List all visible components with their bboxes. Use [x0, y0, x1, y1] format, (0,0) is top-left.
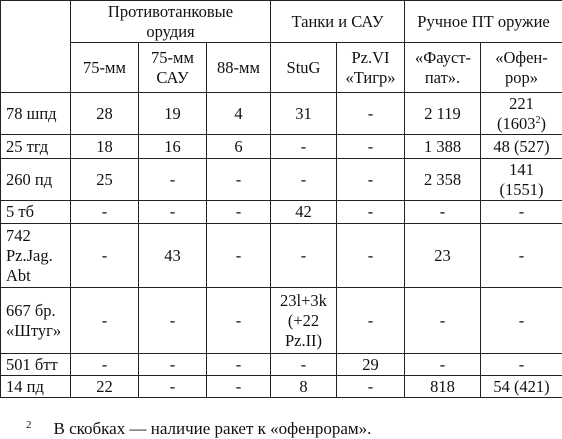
table-cell: 31	[271, 93, 337, 135]
table-cell: 54 (421)	[481, 376, 562, 398]
table-cell: 19	[139, 93, 207, 135]
cell-value: 221 (1603	[497, 94, 536, 133]
table-cell: -	[337, 159, 405, 201]
table-cell: -	[337, 376, 405, 398]
table-cell: -	[337, 201, 405, 224]
table-row	[1, 135, 562, 159]
table-cell: -	[139, 354, 207, 376]
table-cell: -	[481, 201, 562, 224]
table-cell: -	[271, 135, 337, 159]
table-cell: -	[71, 224, 139, 288]
table-cell: -	[139, 159, 207, 201]
corner-cell	[1, 1, 71, 93]
cell-value-suffix: )	[541, 114, 547, 133]
table-cell: 48 (527)	[481, 135, 562, 159]
footnote	[26, 415, 371, 439]
column-header: «Офен-рор»	[481, 43, 562, 93]
table-cell: -	[337, 93, 405, 135]
table-cell: -	[481, 288, 562, 354]
table-cell: 18	[71, 135, 139, 159]
table-cell: 1 388	[405, 135, 481, 159]
table-cell: -	[405, 201, 481, 224]
table-cell: 23l+3k (+22 Pz.II)	[271, 288, 337, 354]
table-row	[1, 93, 562, 135]
table-cell: -	[71, 288, 139, 354]
table-cell: -	[207, 159, 271, 201]
table-cell: 818	[405, 376, 481, 398]
table-cell: -	[271, 224, 337, 288]
table-cell: -	[71, 201, 139, 224]
group-header-handheld: Ручное ПТ оружие	[405, 1, 562, 43]
table-cell: 29	[337, 354, 405, 376]
table-cell: -	[271, 354, 337, 376]
column-header: 75-мм	[71, 43, 139, 93]
table-cell: -	[71, 354, 139, 376]
table-cell: -	[271, 159, 337, 201]
table-cell: -	[139, 201, 207, 224]
table-row	[1, 354, 562, 376]
column-header: Pz.VI «Тигр»	[337, 43, 405, 93]
table-cell: -	[481, 354, 562, 376]
table-cell: 23	[405, 224, 481, 288]
table-cell: 22	[71, 376, 139, 398]
table-row	[1, 201, 562, 224]
footnote-ref: 2	[536, 115, 541, 126]
table-row	[1, 376, 562, 398]
table-cell	[481, 93, 562, 135]
table-cell: 16	[139, 135, 207, 159]
row-label: 742 Pz.Jag. Abt	[1, 224, 71, 288]
table-cell: 43	[139, 224, 207, 288]
table-row	[1, 288, 562, 354]
table-row	[1, 159, 562, 201]
group-header-tanks: Танки и САУ	[271, 1, 405, 43]
table-cell: -	[481, 224, 562, 288]
table-cell: -	[207, 376, 271, 398]
row-label: 667 бр. «Штуг»	[1, 288, 71, 354]
table-cell: 4	[207, 93, 271, 135]
table-cell: -	[337, 135, 405, 159]
row-label: 14 пд	[1, 376, 71, 398]
table-cell: -	[405, 354, 481, 376]
table-cell: 2 358	[405, 159, 481, 201]
table-cell: 25	[71, 159, 139, 201]
column-header: «Фауст-пат».	[405, 43, 481, 93]
row-label: 78 шпд	[1, 93, 71, 135]
table-cell: -	[139, 288, 207, 354]
table-cell: -	[207, 354, 271, 376]
row-label: 25 тгд	[1, 135, 71, 159]
table-row	[1, 224, 562, 288]
table-cell: 8	[271, 376, 337, 398]
table-cell: -	[337, 288, 405, 354]
table-cell: 28	[71, 93, 139, 135]
row-label: 5 тб	[1, 201, 71, 224]
row-label: 260 пд	[1, 159, 71, 201]
table-cell: 6	[207, 135, 271, 159]
table-cell: -	[207, 201, 271, 224]
table-cell: -	[337, 224, 405, 288]
column-header: 75-мм САУ	[139, 43, 207, 93]
group-header-antitank: Противотанковые орудия	[71, 1, 271, 43]
table-cell: 2 119	[405, 93, 481, 135]
row-label: 501 бтт	[1, 354, 71, 376]
table-cell: -	[207, 288, 271, 354]
table-cell: -	[207, 224, 271, 288]
column-header: StuG	[271, 43, 337, 93]
table-cell: 141 (1551)	[481, 159, 562, 201]
footnote-text: В скобках — наличие ракет к «офенрорам».	[54, 419, 372, 438]
table-cell: -	[139, 376, 207, 398]
table-cell: 42	[271, 201, 337, 224]
footnote-mark: 2	[26, 419, 32, 431]
table-cell: -	[405, 288, 481, 354]
column-header: 88-мм	[207, 43, 271, 93]
